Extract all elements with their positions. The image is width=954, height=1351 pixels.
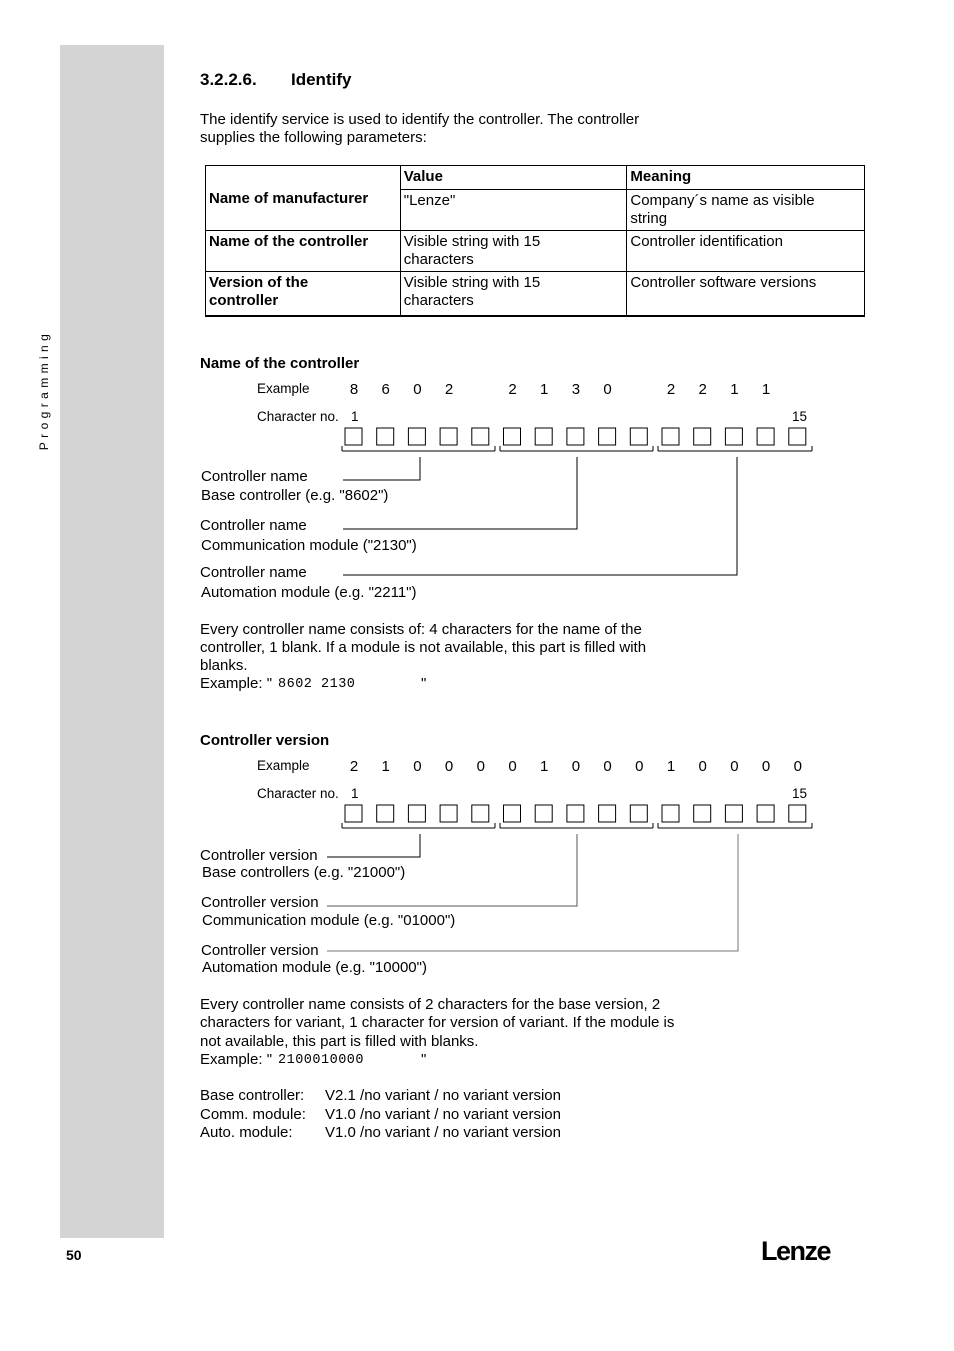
version-digit-4: 0 — [444, 758, 454, 775]
name-digit-7: 3 — [571, 381, 581, 398]
version-leader-line — [327, 834, 420, 857]
name-charno-label: Character no. — [257, 409, 339, 424]
table-cell-name: Name of the controller — [206, 231, 401, 272]
version-example-suffix: " — [421, 1051, 427, 1068]
version-digit-8: 0 — [571, 758, 581, 775]
version-auto-label: Auto. module: — [200, 1124, 293, 1141]
version-char-box — [599, 805, 616, 822]
version-digit-14: 0 — [761, 758, 771, 775]
name-charno-start: 1 — [351, 409, 359, 424]
table-cell-meaning: Controller identification — [627, 231, 865, 272]
version-comm-value: V1.0 /no variant / no variant version — [325, 1106, 561, 1123]
name-label-base-2: Base controller (e.g. "8602") — [201, 487, 389, 504]
version-digit-15: 0 — [793, 758, 802, 775]
version-digit-13: 0 — [730, 758, 739, 775]
version-char-box — [472, 805, 489, 822]
version-char-box — [535, 805, 552, 822]
intro-line-2: supplies the following parameters: — [200, 129, 427, 146]
version-label-base-2: Base controllers (e.g. "21000") — [202, 864, 406, 881]
sidebar-label: Programming — [37, 329, 51, 451]
version-label-comm-1: Controller version — [201, 894, 319, 911]
lenze-logo: Lenze — [761, 1236, 831, 1266]
version-label-auto-2: Automation module (e.g. "10000") — [202, 959, 427, 976]
version-example-label: Example — [257, 758, 310, 773]
version-char-box — [567, 805, 584, 822]
version-digit-3: 0 — [413, 758, 422, 775]
version-char-box — [408, 805, 425, 822]
name-digit-12: 1 — [761, 381, 771, 398]
version-base-label: Base controller: — [200, 1087, 305, 1104]
table-cell-value: Visible string with 15 characters — [400, 272, 627, 316]
version-char-box — [440, 805, 457, 822]
version-label-comm-2: Communication module (e.g. "01000") — [202, 912, 456, 929]
version-charno-end: 15 — [792, 786, 808, 801]
version-char-box — [630, 805, 647, 822]
name-digit-2: 6 — [381, 381, 390, 398]
version-digit-11: 1 — [666, 758, 676, 775]
version-comm-label: Comm. module: — [200, 1106, 306, 1123]
version-char-box — [694, 805, 711, 822]
name-charno-end: 15 — [792, 409, 808, 424]
name-label-auto-2: Automation module (e.g. "2211") — [201, 584, 417, 601]
name-example-label: Example — [257, 381, 310, 396]
version-example-prefix: Example: " — [200, 1051, 273, 1068]
name-digit-1: 8 — [349, 381, 359, 398]
version-char-box — [789, 805, 806, 822]
version-auto-value: V1.0 /no variant / no variant version — [325, 1124, 561, 1141]
version-digit-9: 0 — [603, 758, 612, 775]
name-digit-5: 2 — [508, 381, 517, 398]
version-base-value: V2.1 /no variant / no variant version — [325, 1087, 561, 1104]
table-cell-value: "Lenze" — [400, 190, 627, 231]
version-char-box — [725, 805, 742, 822]
name-diagram-heading: Name of the controller — [200, 355, 360, 372]
section-number: 3.2.2.6. — [200, 70, 257, 89]
version-note-line-1: Every controller name consists of 2 characters for the base version, 2 — [200, 996, 661, 1013]
name-digit-11: 1 — [730, 381, 739, 398]
name-digit-3: 0 — [413, 381, 422, 398]
name-digit-4: 2 — [444, 381, 454, 398]
intro-line-1: The identify service is used to identify the controller. The controller — [200, 111, 640, 128]
table-cell-meaning: Company´s name as visible string — [627, 190, 865, 231]
version-note-line-3: not available, this part is filled with blanks. — [200, 1033, 479, 1050]
version-digit-2: 1 — [381, 758, 390, 775]
table-header-meaning: Meaning — [627, 166, 865, 190]
version-note-line-2: characters for variant, 1 character for version of variant. If the module is — [200, 1014, 675, 1031]
version-char-box — [662, 805, 679, 822]
version-char-box — [377, 805, 394, 822]
version-diagram-heading: Controller version — [200, 732, 330, 749]
version-charno-label: Character no. — [257, 786, 339, 801]
version-digit-1: 2 — [349, 758, 359, 775]
name-note-line-1: Every controller name consists of: 4 characters for the name of the — [200, 621, 642, 638]
table-cell-name: Version of the controller — [206, 272, 401, 316]
version-label-base-1: Controller version — [200, 847, 318, 864]
section-title: Identify — [291, 70, 352, 89]
name-example-value: 8602 2130 — [278, 677, 356, 692]
version-digit-5: 0 — [476, 758, 485, 775]
name-example-prefix: Example: " — [200, 675, 273, 692]
version-digit-7: 1 — [540, 758, 549, 775]
version-charno-start: 1 — [351, 786, 359, 801]
page-number: 50 — [66, 1247, 82, 1263]
version-leader-line — [327, 834, 738, 951]
name-label-comm-1: Controller name — [200, 517, 307, 534]
name-note-line-3: blanks. — [200, 657, 248, 674]
name-label-comm-2: Communication module ("2130") — [201, 537, 417, 554]
name-digit-6: 1 — [540, 381, 549, 398]
name-digit-8: 0 — [603, 381, 612, 398]
table-cell-meaning: Controller software versions — [627, 272, 865, 316]
name-digit-9: 2 — [666, 381, 676, 398]
version-char-box — [345, 805, 362, 822]
name-example-suffix: " — [421, 675, 427, 692]
version-digit-12: 0 — [698, 758, 707, 775]
name-label-base-1: Controller name — [201, 468, 308, 485]
version-char-box — [757, 805, 774, 822]
name-note-line-2: controller, 1 blank. If a module is not available, this part is filled with — [200, 639, 647, 656]
table-header-value: Value — [400, 166, 627, 190]
version-digit-10: 0 — [635, 758, 644, 775]
version-digit-6: 0 — [508, 758, 517, 775]
name-label-auto-1: Controller name — [200, 564, 307, 581]
name-digit-10: 2 — [698, 381, 707, 398]
version-label-auto-1: Controller version — [201, 942, 319, 959]
table-cell-value: Visible string with 15 characters — [400, 231, 627, 272]
version-example-value: 2100010000 — [278, 1053, 365, 1068]
table-cell-name: Name of manufacturer — [206, 166, 401, 231]
version-char-box — [504, 805, 521, 822]
